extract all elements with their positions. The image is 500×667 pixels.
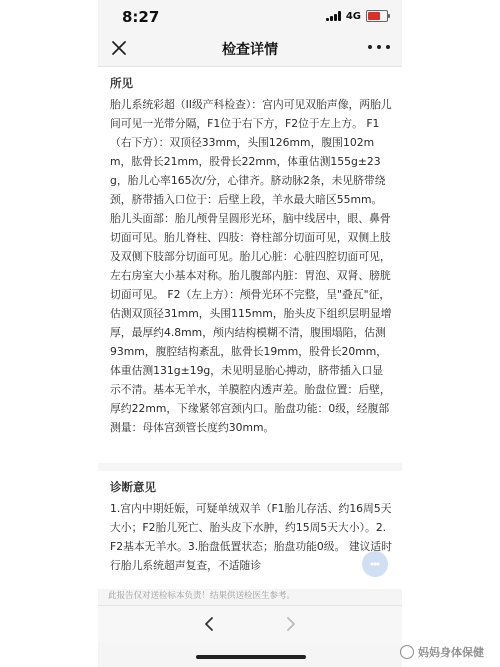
status-indicators: [326, 10, 388, 22]
findings-section: [98, 67, 402, 463]
report-content[interactable]: [98, 67, 402, 589]
status-bar: [98, 0, 402, 30]
page-title: 检查详情: [222, 42, 278, 58]
forward-arrow-icon[interactable]: [283, 616, 299, 632]
right-margin: [402, 0, 500, 667]
disclaimer-text: 此报告仅对送检标本负责！结果供送检医生参考。: [108, 591, 296, 601]
watermark-label: 妈妈身体保健: [418, 646, 484, 659]
watermark-logo-icon: [400, 645, 414, 659]
badge-dots-icon: [368, 557, 382, 571]
findings-text: 胎儿系统彩超（II级产科检查）：宫内可见双胎声像，两胎儿间可见一光带分隔，F1位于右下方，F2位于左上方。 F1（右下方）：双顶径33mm，头围126mm，腹围102mm，肱骨长21mm，股骨长22mm，体重估测155g±23g，胎儿心率165次/分，心律齐。脐动脉2条，未见脐带绕颈，脐带插入口位于：后壁上段，羊水最大暗区55mm。胎儿头面部：胎儿颅骨呈圆形光环，脑中线居中，眼、鼻骨切面可见。胎儿脊柱、四肢：脊柱部分切面可见，双侧上肢及双侧下肢部分切面可见。胎儿心脏：心脏四腔切面可见，左右房室大小基本对称。胎儿腹部内脏：胃泡、双肾、膀胱切面可见。 F2（左上方）：颅骨光环不完整，呈"叠瓦"征，估测双顶径31mm，头围115mm，胎头皮下组织层明显增厚，最厚约4.8mm，颅内结构模糊不清，腹围塌陷，估测93mm，腹腔结构紊乱，肱骨长19mm，股骨长20mm，体重估测131g±19g，未见明显胎心搏动，脐带插入口显示不清。基本无羊水，羊膜腔内透声差。胎盘位置：后壁，厚约22mm，下缘紧邻宫颈内口。胎盘功能：0级，经腹部测量：母体宫颈管长度约30mm。: [110, 98, 392, 434]
diagnosis-text: 1.宫内中期妊娠，可疑单绒双羊（F1胎儿存活、约16周5天大小；F2胎儿死亡、胎头皮下水肿，约15周5天大小）。2.F2基本无羊水。3.胎盘低置状态；胎盘功能0级。 建议适时行胎儿系统超声复查，不适随诊: [110, 502, 393, 572]
status-time: 8:27: [122, 8, 160, 26]
floating-badge-icon[interactable]: [362, 551, 388, 577]
phone-screen: [98, 0, 402, 667]
battery-icon: [366, 10, 388, 22]
more-options-icon[interactable]: [368, 40, 390, 54]
watermark: [400, 644, 484, 660]
diagnosis-title: 诊断意见: [110, 480, 156, 494]
diagnosis-section: [98, 471, 402, 589]
network-label: 4G: [345, 10, 361, 22]
back-arrow-icon[interactable]: [201, 616, 217, 632]
findings-title: 所见: [110, 76, 133, 90]
home-indicator[interactable]: [196, 655, 306, 659]
left-margin: [0, 0, 98, 667]
signal-icon: [326, 11, 341, 21]
browser-bottom-bar: [98, 605, 402, 642]
nav-bar: [98, 30, 402, 67]
